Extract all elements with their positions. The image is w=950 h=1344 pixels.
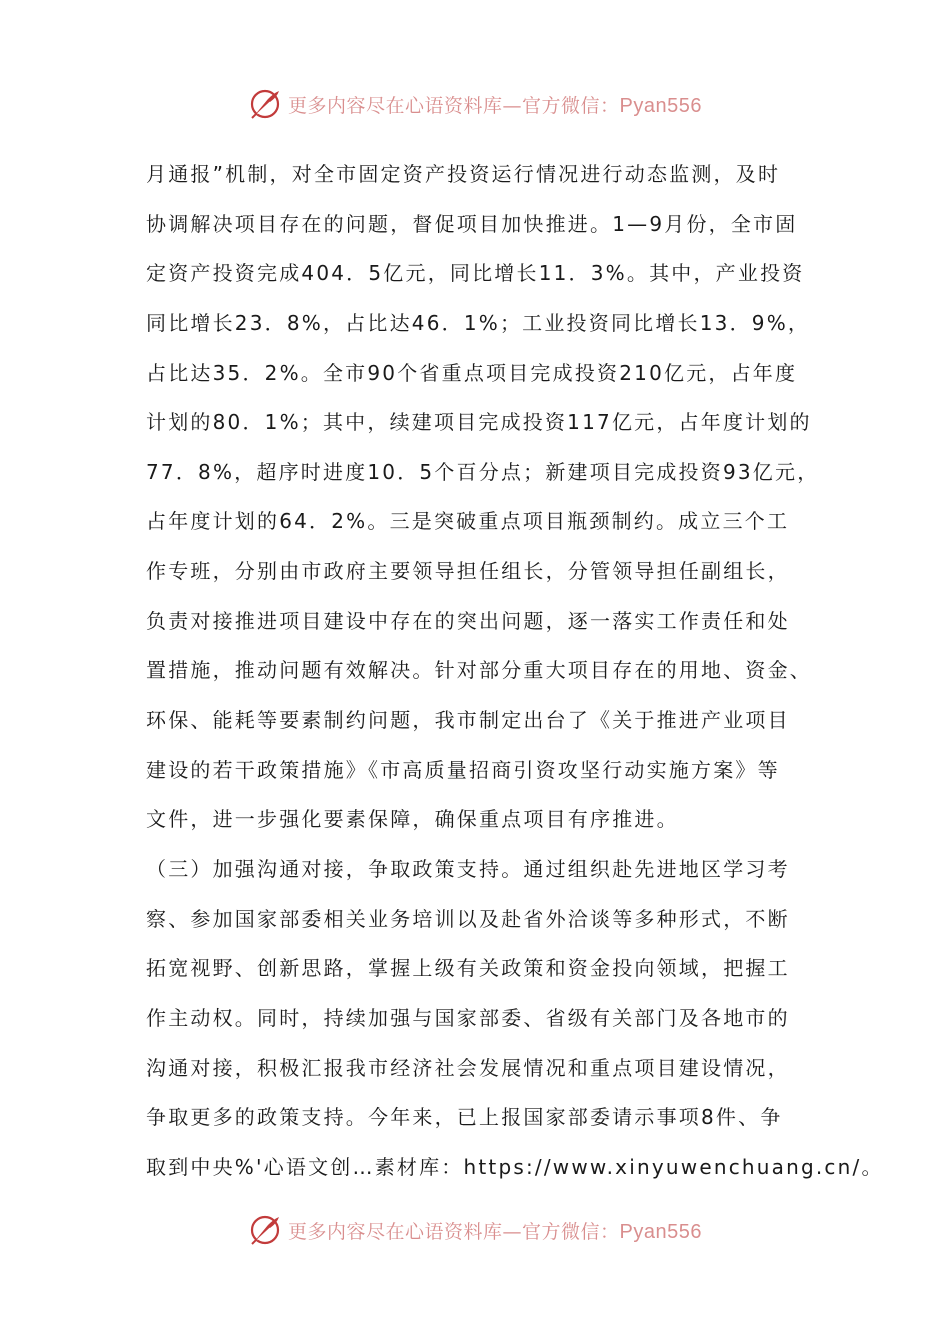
paragraph-line: 环保、能耗等要素制约问题，我市制定出台了《关于推进产业项目 — [146, 708, 790, 733]
footer-banner-inner — [248, 1213, 702, 1247]
footer-banner — [0, 1210, 950, 1250]
paragraph-line: 拓宽视野、创新思路，掌握上级有关政策和资金投向领域，把握工 — [146, 956, 790, 981]
wechat-id: Pyan556 — [619, 1220, 702, 1243]
paragraph-line: 同比增长23．8%，占比达46．1%；工业投资同比增长13．9%， — [146, 310, 811, 335]
paragraph-line: 协调解决项目存在的问题，督促项目加快推进。1—9月份，全市固 — [146, 211, 798, 236]
paragraph-line: 定资产投资完成404．5亿元，同比增长11．3%。其中，产业投资 — [146, 261, 805, 286]
banner-text — [288, 1217, 702, 1244]
banner-label: 更多内容尽在心语资料库—官方微信： — [288, 1220, 620, 1243]
quill-pen-logo-icon — [248, 87, 282, 121]
paragraph-line: 月通报”机制，对全市固定资产投资运行情况进行动态监测，及时 — [146, 162, 781, 186]
paragraph-line: 负责对接推进项目建设中存在的突出问题，逐一落实工作责任和处 — [146, 608, 790, 633]
paragraph-line: 77．8%，超序时进度10．5个百分点；新建项目完成投资93亿元， — [146, 459, 820, 484]
paragraph-line: 建设的若干政策措施》《市高质量招商引资攻坚行动实施方案》等 — [146, 757, 780, 782]
quill-pen-logo-icon — [248, 1213, 282, 1247]
paragraph-line: 察、参加国家部委相关业务培训以及赴省外洽谈等多种形式，不断 — [146, 906, 790, 931]
section-heading-line: （三）加强沟通对接，争取政策支持。通过组织赴先进地区学习考 — [146, 856, 790, 881]
paragraph-line: 计划的80．1%；其中，续建项目完成投资117亿元，占年度计划的 — [146, 410, 812, 435]
paragraph-line-with-url: 取到中央%'心语文创…素材库：https://www.xinyuwenchuang.cn/。 — [146, 1154, 884, 1179]
paragraph-line: 沟通对接，积极汇报我市经济社会发展情况和重点项目建设情况， — [146, 1055, 790, 1080]
paragraph-line: 作专班，分别由市政府主要领导担任组长，分管领导担任副组长， — [146, 559, 790, 584]
paragraph-line: 文件，进一步强化要素保障，确保重点项目有序推进。 — [146, 807, 679, 832]
document-body — [146, 150, 884, 1192]
header-banner — [0, 84, 950, 124]
header-banner-inner — [248, 87, 702, 121]
paragraph-line: 置措施，推动问题有效解决。针对部分重大项目存在的用地、资金、 — [146, 658, 812, 683]
wechat-id: Pyan556 — [619, 94, 702, 117]
paragraph-line: 争取更多的政策支持。今年来，已上报国家部委请示事项8件、争 — [146, 1105, 783, 1130]
paragraph-line: 占比达35．2%。全市90个省重点项目完成投资210亿元，占年度 — [146, 360, 798, 385]
banner-text — [288, 91, 702, 118]
banner-label: 更多内容尽在心语资料库—官方微信： — [288, 94, 620, 117]
paragraph-line: 占年度计划的64．2%。三是突破重点项目瓶颈制约。成立三个工 — [146, 509, 790, 534]
paragraph-line: 作主动权。同时，持续加强与国家部委、省级有关部门及各地市的 — [146, 1005, 790, 1030]
